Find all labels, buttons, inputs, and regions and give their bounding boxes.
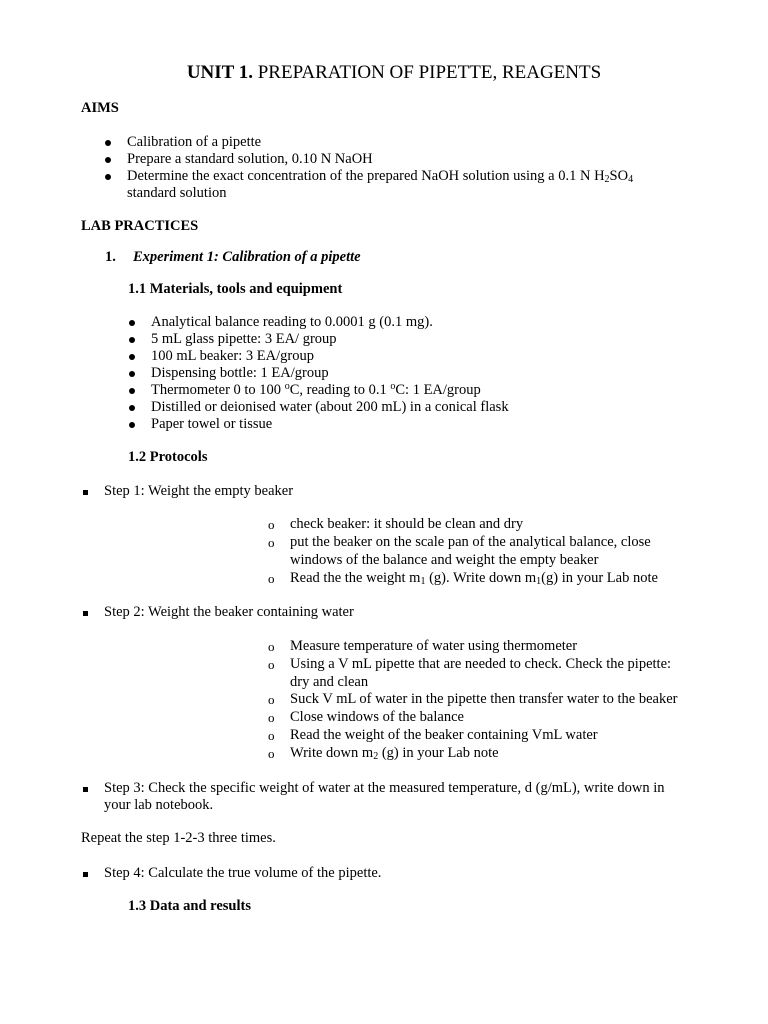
- bullet-square-icon: [83, 787, 88, 792]
- step-2-sub: Suck V mL of water in the pipette then transfer water to the beaker: [290, 691, 678, 707]
- subscript: 1: [536, 576, 542, 587]
- step-3-label-line2: your lab notebook.: [104, 797, 214, 813]
- material-item: Paper towel or tissue: [151, 416, 273, 432]
- step-text: Write down m: [290, 745, 374, 761]
- step-text: Read the the weight m: [290, 570, 421, 586]
- step-2-sub: Using a V mL pipette that are needed to check. Check the pipette:: [290, 656, 672, 672]
- bullet-square-icon: [83, 611, 88, 616]
- bullet-hollow-icon: o: [268, 639, 275, 654]
- bullet-dot-icon: [129, 320, 135, 326]
- aims-item-1: Calibration of a pipette: [127, 134, 262, 150]
- step-1-sub: put the beaker on the scale pan of the analytical balance, close: [290, 534, 651, 550]
- bullet-hollow-icon: o: [268, 710, 275, 725]
- step-4-label: Step 4: Calculate the true volume of the pipette.: [104, 865, 382, 881]
- step-text: (g). Write down m: [425, 570, 537, 586]
- bullet-dot-icon: [129, 371, 135, 377]
- aims-item-3-text: Determine the exact concentration of the prepared NaOH solution using a 0.1 N H: [127, 168, 605, 184]
- material-item: [151, 382, 481, 399]
- bullet-dot-icon: [129, 422, 135, 428]
- experiment-number: 1.: [105, 249, 116, 265]
- subscript: 2: [373, 751, 379, 762]
- aims-item-2: Prepare a standard solution, 0.10 N NaOH: [127, 151, 373, 167]
- experiment-title: Experiment 1: Calibration of a pipette: [133, 249, 361, 265]
- step-2-sub: [290, 745, 499, 762]
- bullet-square-icon: [83, 490, 88, 495]
- step-text: (g) in your Lab note: [541, 570, 658, 586]
- title-rest: PREPARATION OF PIPETTE, REAGENTS: [252, 62, 602, 83]
- aims-heading: AIMS: [81, 100, 119, 116]
- material-item: Distilled or deionised water (about 200 mL) in a conical flask: [151, 399, 509, 415]
- repeat-note: Repeat the step 1-2-3 three times.: [81, 830, 276, 846]
- step-2-sub: Measure temperature of water using thermometer: [290, 638, 578, 654]
- step-2-sub-line2: dry and clean: [290, 674, 369, 690]
- material-text: C: 1 EA/group: [395, 382, 481, 398]
- step-1-label: Step 1: Weight the empty beaker: [104, 483, 294, 499]
- material-text: Thermometer 0 to 100: [151, 382, 285, 398]
- bullet-hollow-icon: o: [268, 692, 275, 707]
- bullet-dot-icon: [105, 174, 111, 180]
- bullet-hollow-icon: o: [268, 728, 275, 743]
- bullet-hollow-icon: o: [268, 571, 275, 586]
- materials-heading: 1.1 Materials, tools and equipment: [128, 281, 343, 297]
- aims-item-3: [127, 168, 633, 185]
- material-item: Dispensing bottle: 1 EA/group: [151, 365, 329, 381]
- protocols-heading: 1.2 Protocols: [128, 449, 208, 465]
- material-item: 5 mL glass pipette: 3 EA/ group: [151, 331, 337, 347]
- step-2-sub: Close windows of the balance: [290, 709, 464, 725]
- bullet-square-icon: [83, 872, 88, 877]
- step-3-label: Step 3: Check the specific weight of water at the measured temperature, d (g/mL), write down in: [104, 780, 665, 796]
- material-item: Analytical balance reading to 0.0001 g (0.1 mg).: [151, 314, 433, 330]
- bullet-hollow-icon: o: [268, 517, 275, 532]
- step-2-sub: Read the weight of the beaker containing VmL water: [290, 727, 598, 743]
- superscript: o: [284, 381, 290, 392]
- bullet-hollow-icon: o: [268, 535, 275, 550]
- aims-item-3-line2: standard solution: [127, 185, 227, 201]
- bullet-dot-icon: [105, 157, 111, 163]
- step-1-sub: check beaker: it should be clean and dry: [290, 516, 524, 532]
- title-unit: UNIT 1.: [186, 62, 253, 83]
- aims-item-3-text: SO: [609, 168, 629, 184]
- material-item: 100 mL beaker: 3 EA/group: [151, 348, 314, 364]
- subscript: 4: [628, 174, 634, 185]
- lab-practices-heading: LAB PRACTICES: [81, 218, 199, 234]
- bullet-dot-icon: [129, 354, 135, 360]
- subscript: 2: [604, 174, 610, 185]
- step-1-sub: [290, 570, 658, 587]
- page-title: [0, 62, 768, 84]
- bullet-dot-icon: [129, 405, 135, 411]
- bullet-dot-icon: [105, 140, 111, 146]
- step-text: (g) in your Lab note: [378, 745, 499, 761]
- superscript: o: [390, 381, 396, 392]
- results-heading: 1.3 Data and results: [128, 898, 251, 914]
- subscript: 1: [420, 576, 426, 587]
- step-2-label: Step 2: Weight the beaker containing water: [104, 604, 354, 620]
- bullet-dot-icon: [129, 337, 135, 343]
- bullet-hollow-icon: o: [268, 746, 275, 761]
- bullet-dot-icon: [129, 388, 135, 394]
- bullet-hollow-icon: o: [268, 657, 275, 672]
- material-text: C, reading to 0.1: [289, 382, 391, 398]
- step-1-sub-line2: windows of the balance and weight the empty beaker: [290, 552, 599, 568]
